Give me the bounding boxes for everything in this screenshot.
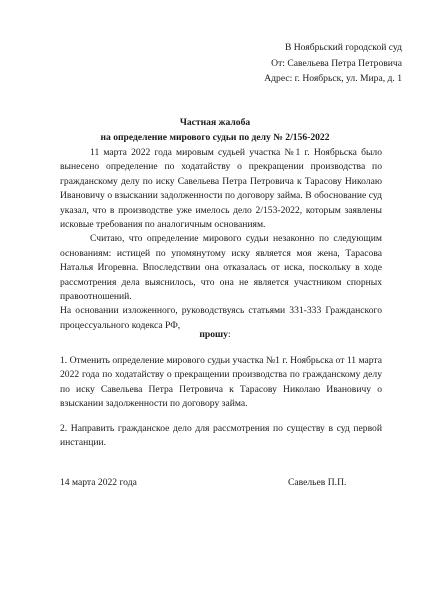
- title-line-1: Частная жалоба: [179, 117, 251, 128]
- body-paragraph-2: Считаю, что определение мирового судьи незаконно по следующим основаниям: истицей по упомянутому иску является моя жена, Тарасова Наталья Игоревна. Впоследствии она отказалась от иска, поскольку в ходе рассмотрения дела выяснилось, что она не является участником спорных правоотношений.: [60, 233, 382, 303]
- signature: Савельев П.П.: [288, 477, 347, 488]
- request-colon: :: [227, 329, 231, 340]
- court-name: В Ноябрьский городской суд: [284, 42, 402, 53]
- request-heading: [60, 328, 370, 342]
- document-body: [60, 146, 382, 333]
- sender-address: Адрес: г. Ноябрьск, ул. Мира, д. 1: [264, 73, 402, 84]
- request-item-1: 1. Отменить определение мирового судьи участка №1 г. Ноябрьска от 11 марта 2022 года по ходатайству о прекращении производства по гражданскому делу по иску Савельева Петра Петровича к Тарасову Николаю Ивановичу о взыскании задолженности по договору займа.: [60, 355, 382, 410]
- document-title: [60, 116, 370, 145]
- addressee-block: [232, 40, 402, 87]
- request-list: [60, 354, 382, 460]
- body-paragraph-3: На основании изложенного, руководствуясь статьями 331-333 Гражданского процессуального кодекса РФ,: [60, 305, 382, 331]
- title-line-2: на определение мирового судьи по делу № 2/156-2022: [100, 131, 330, 143]
- sender-name: От: Савельева Петра Петровича: [271, 57, 402, 69]
- document-date: 14 марта 2022 года: [60, 477, 137, 488]
- request-item-2: 2. Направить гражданское дело для рассмотрения по существу в суд первой инстанции.: [60, 422, 382, 449]
- request-word: прошу: [199, 329, 228, 340]
- body-paragraph-1: 11 марта 2022 года мировым судьей участка №1 г. Ноябрьска было вынесено определение по ходатайству о прекращении производства по гражданскому делу по иску Савельева Петра Петровича к Тарасову Николаю Ивановичу о взыскании задолженности по договору займа. В обоснование суд указал, что в производстве уже имелось дело 2/153-2022, которым заявлены исковые требования по аналогичным основаниям.: [60, 147, 382, 231]
